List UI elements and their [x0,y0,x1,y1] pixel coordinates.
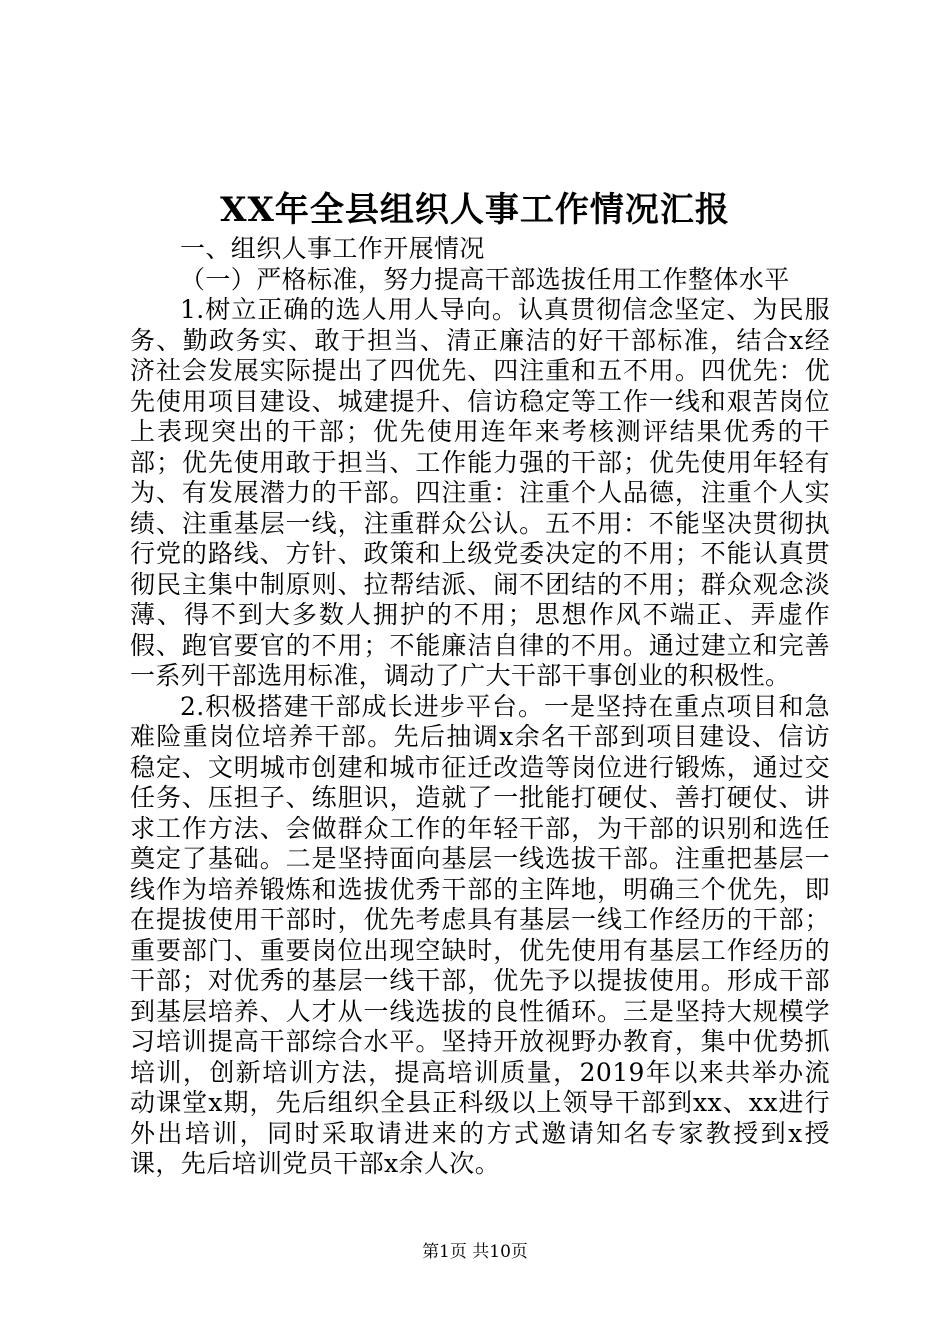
document-body [130,234,830,1180]
body-paragraph-2: 2.积极搭建干部成长进步平台。一是坚持在重点项目和急难险重岗位培养干部。先后抽调x余名干部到项目建设、信访稳定、文明城市创建和城市征迁改造等岗位进行锻炼，通过交任务、压担子、练胆识，造就了一批能打硬仗、善打硬仗、讲求工作方法、会做群众工作的年轻干部，为干部的识别和选任奠定了基础。二是坚持面向基层一线选拔干部。注重把基层一线作为培养锻炼和选拔优秀干部的主阵地，明确三个优先，即在提拔使用干部时，优先考虑具有基层一线工作经历的干部；重要部门、重要岗位出现空缺时，优先使用有基层工作经历的干部；对优秀的基层一线干部，优先予以提拔使用。形成干部到基层培养、人才从一线选拔的良性循环。三是坚持大规模学习培训提高干部综合水平。坚持开放视野办教育，集中优势抓培训，创新培训方法，提高培训质量，2019年以来共举办流动课堂x期，先后组织全县正科级以上领导干部到xx、xx进行外出培训，同时采取请进来的方式邀请知名专家教授到x授课，先后培训党员干部x余人次。 [130,691,830,1178]
document-title: XX年全县组织人事工作情况汇报 [220,190,730,230]
section-heading: 一、组织人事工作开展情况 [180,234,485,263]
page-number-footer: 第1页 共10页 [422,1242,528,1262]
body-paragraph-1: 1.树立正确的选人用人导向。认真贯彻信念坚定、为民服务、勤政务实、敢于担当、清正廉洁的好干部标准，结合x经济社会发展实际提出了四优先、四注重和五不用。四优先：优先使用项目建设、城建提升、信访稳定等工作一线和艰苦岗位上表现突出的干部；优先使用连年来考核测评结果优秀的干部；优先使用敢于担当、工作能力强的干部；优先使用年轻有为、有发展潜力的干部。四注重：注重个人品德，注重个人实绩、注重基层一线，注重群众公认。五不用：不能坚决贯彻执行党的路线、方针、政策和上级党委决定的不用；不能认真贯彻民主集中制原则、拉帮结派、闹不团结的不用；群众观念淡薄、得不到大多数人拥护的不用；思想作风不端正、弄虚作假、跑官要官的不用；不能廉洁自律的不用。通过建立和完善一系列干部选用标准，调动了广大干部干事创业的积极性。 [130,295,830,690]
subsection-heading: （一）严格标准，努力提高干部选拔任用工作整体水平 [180,264,790,294]
